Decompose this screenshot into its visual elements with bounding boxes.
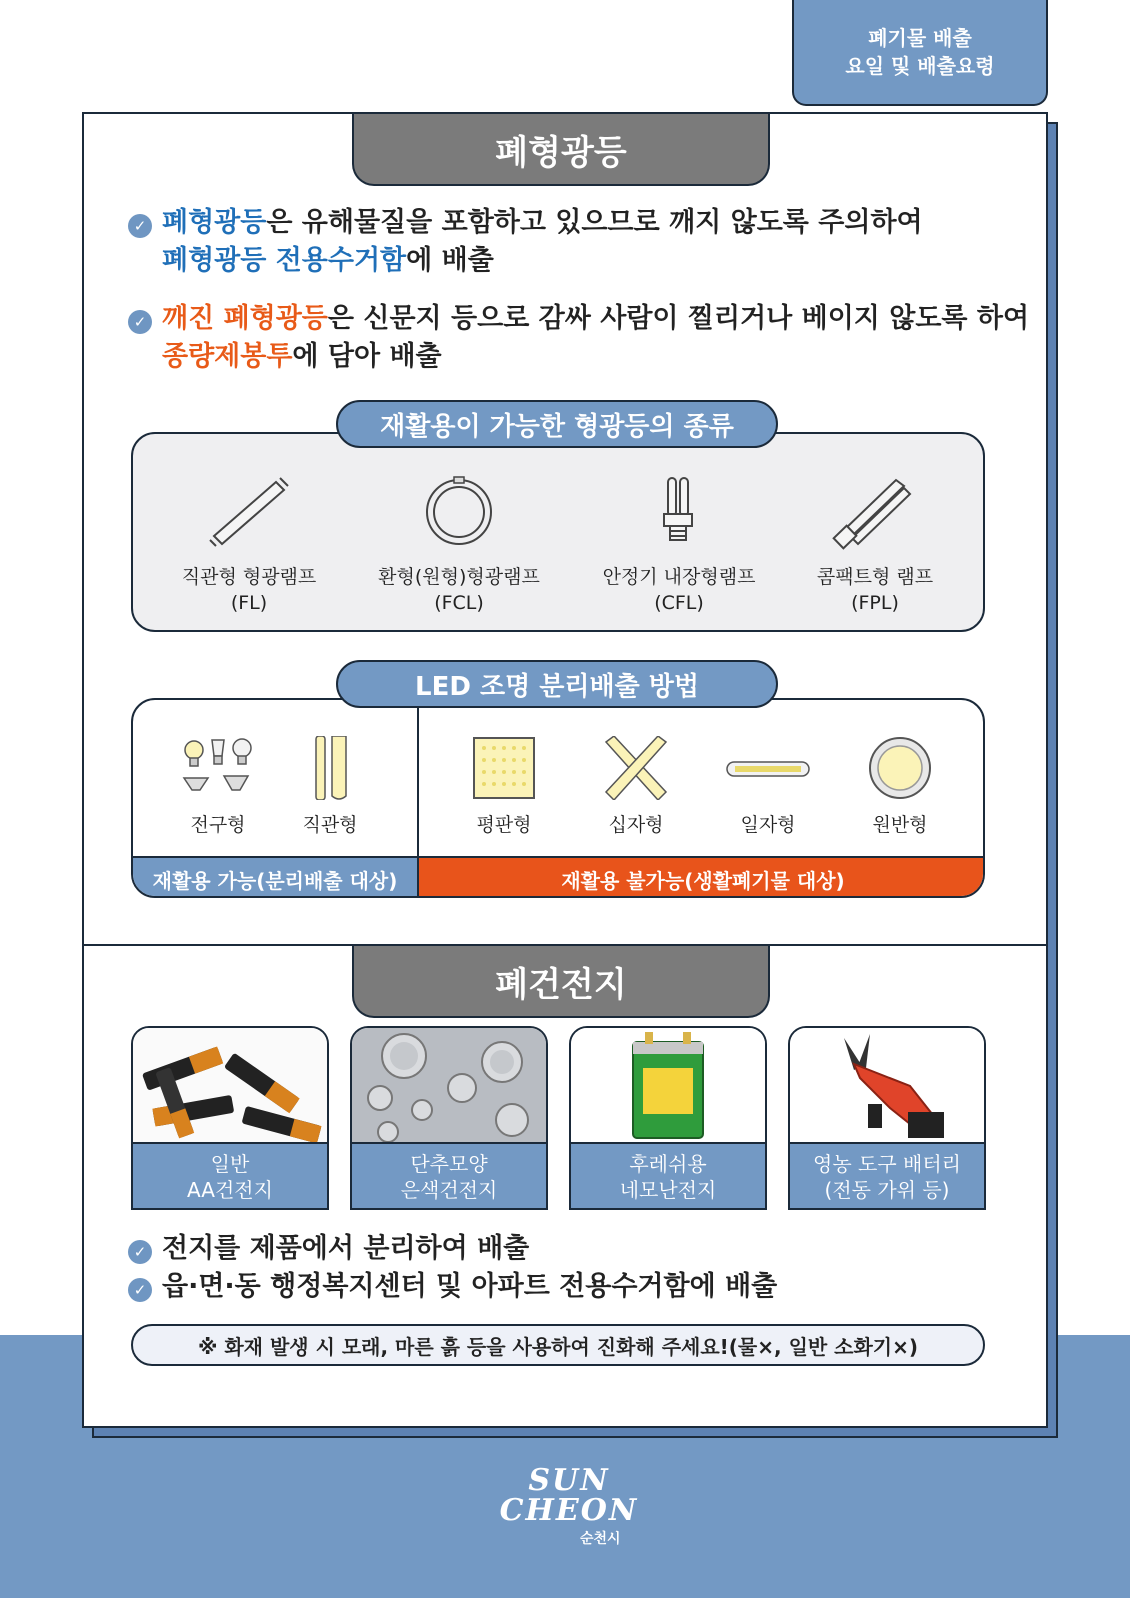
aa-battery-icon xyxy=(133,1028,327,1142)
battery-label-aa: 일반 AA건전지 xyxy=(133,1142,327,1210)
recyclable-label: 재활용 가능(분리배출 대상) xyxy=(133,856,419,898)
led-disposal-box xyxy=(131,698,985,898)
led-type-disc: 원반형 xyxy=(845,736,955,837)
led-bar-icon xyxy=(723,736,813,800)
tube-lamp-icon xyxy=(204,474,294,550)
types-title: 재활용이 가능한 형광등의 종류 xyxy=(336,400,778,448)
battery-label-square: 후레쉬용 네모난전지 xyxy=(571,1142,765,1210)
highlight-text: 종량제봉투 xyxy=(162,341,293,372)
lamp-type-cfl: 안정기 내장형램프 (CFL) xyxy=(579,474,779,616)
led-type-bulb: 전구형 xyxy=(163,736,273,837)
check-icon: ✓ xyxy=(128,1278,152,1302)
led-type-tube: 직관형 xyxy=(275,736,385,837)
coin-battery-icon xyxy=(352,1028,546,1142)
battery-bullet-2: ✓ 읍·면·동 행정복지센터 및 아파트 전용수거함에 배출 xyxy=(128,1268,777,1306)
ring-lamp-icon xyxy=(414,474,504,550)
section-title-fluorescent: 폐형광등 xyxy=(352,114,770,186)
highlight-text: 폐형광등 xyxy=(162,207,267,238)
led-disc-icon xyxy=(860,736,940,800)
battery-card-square xyxy=(569,1026,767,1210)
battery-label-tool: 영농 도구 배터리 (전동 가위 등) xyxy=(790,1142,984,1210)
check-icon: ✓ xyxy=(128,214,152,238)
led-divider xyxy=(417,700,419,856)
category-tab-line2: 요일 및 배출요령 xyxy=(845,54,995,78)
battery-label-coin: 단추모양 은색건전지 xyxy=(352,1142,546,1210)
battery-card-coin xyxy=(350,1026,548,1210)
logo-subtitle: 순천시 xyxy=(580,1531,621,1547)
highlight-text: 깨진 폐형광등 xyxy=(162,303,328,334)
category-tab[interactable] xyxy=(792,0,1048,106)
fluorescent-bullet-1: ✓ 폐형광등은 유해물질을 포함하고 있으므로 깨지 않도록 주의하여 폐형광등 전용수거함에 배출 xyxy=(128,204,923,280)
battery-bullet-1: ✓ 전지를 제품에서 분리하여 배출 xyxy=(128,1230,529,1268)
suncheon-logo[interactable]: SUN CHEON 순천시 xyxy=(499,1463,639,1547)
led-type-cross: 십자형 xyxy=(581,736,691,837)
nonrecyclable-label: 재활용 불가능(생활폐기물 대상) xyxy=(419,856,985,898)
category-tab-line1: 폐기물 배출 xyxy=(868,26,972,50)
lamp-type-fl: 직관형 형광램프 (FL) xyxy=(149,474,349,616)
compact-lamp-icon xyxy=(830,474,920,550)
content-card xyxy=(82,112,1048,1428)
lamp-types-box xyxy=(131,432,985,632)
fluorescent-bullet-2: ✓ 깨진 폐형광등은 신문지 등으로 감싸 사람이 찔리거나 베이지 않도록 하여 종량제봉투에 담아 배출 xyxy=(128,300,1029,376)
led-tube-icon xyxy=(290,736,370,800)
check-icon: ✓ xyxy=(128,310,152,334)
highlight-text: 폐형광등 전용수거함 xyxy=(162,245,407,276)
square-battery-icon xyxy=(571,1028,765,1142)
tool-battery-icon xyxy=(790,1028,984,1142)
led-panel-icon xyxy=(464,736,544,800)
section-title-battery: 폐건전지 xyxy=(352,946,770,1018)
led-cross-icon xyxy=(596,736,676,800)
fire-warning-note: ※ 화재 발생 시 모래, 마른 흙 등을 사용하여 진화해 주세요!(물×, 일반 소화기×) xyxy=(131,1324,985,1366)
led-type-line: 일자형 xyxy=(713,736,823,837)
led-type-flat: 평판형 xyxy=(449,736,559,837)
lamp-type-fpl: 콤팩트형 램프 (FPL) xyxy=(775,474,975,616)
check-icon: ✓ xyxy=(128,1240,152,1264)
battery-card-tool xyxy=(788,1026,986,1210)
led-title: LED 조명 분리배출 방법 xyxy=(336,660,778,708)
lamp-type-fcl: 환형(원형)형광램프 (FCL) xyxy=(359,474,559,616)
battery-card-aa xyxy=(131,1026,329,1210)
led-bulb-icon xyxy=(178,736,258,800)
cfl-lamp-icon xyxy=(634,474,724,550)
